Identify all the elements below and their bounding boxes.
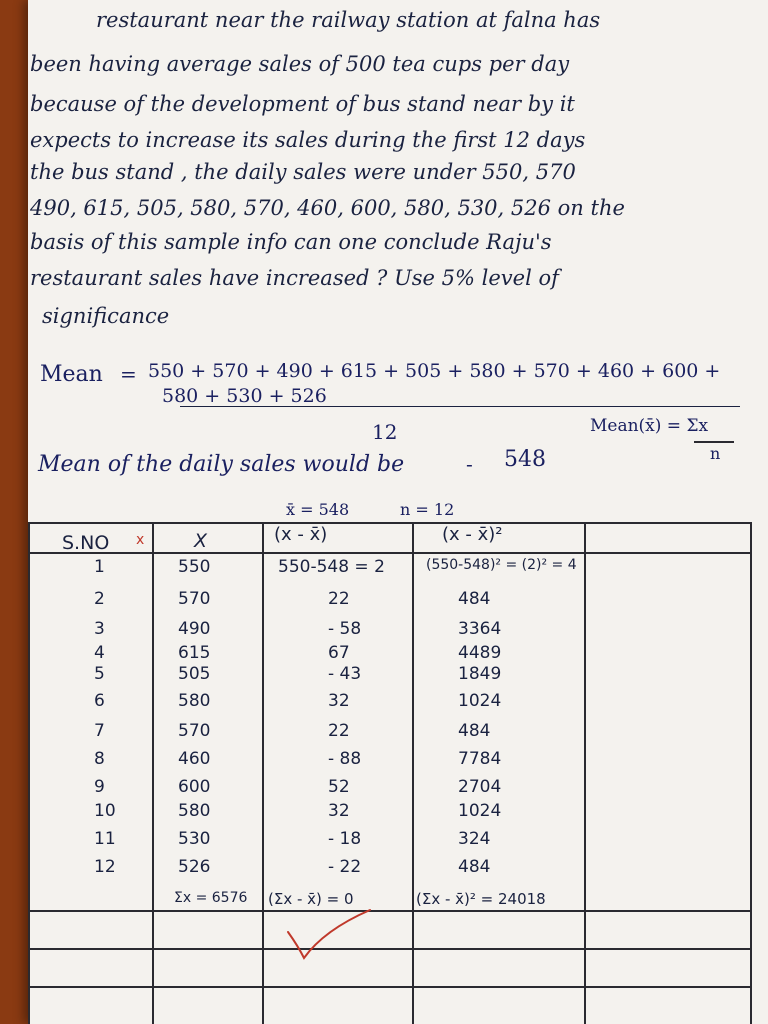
- table-cell-r1-c3: 550-548 = 2: [278, 557, 385, 577]
- table-cell-r1-c4: (550-548)² = (2)² = 4: [426, 557, 577, 573]
- table-cell-r9-c4: 2704: [458, 777, 502, 797]
- table-cell-r10-c2: 580: [178, 801, 211, 821]
- table-cell-r5-c2: 505: [178, 664, 211, 684]
- table-cell-r3-c3: - 58: [328, 619, 362, 639]
- header-deviation: (x - x̄): [274, 524, 328, 545]
- table-cell-r7-c3: 22: [328, 721, 350, 741]
- table-cell-r8-c4: 7784: [458, 749, 502, 769]
- table-cell-r7-c1: 7: [94, 721, 105, 741]
- table-cell-r6-c1: 6: [94, 691, 105, 711]
- table-cell-r11-c1: 11: [94, 829, 116, 849]
- table-cell-r8-c2: 460: [178, 749, 211, 769]
- table-cell-r4-c3: 67: [328, 643, 350, 663]
- total-sum-x: Σx = 6576: [174, 890, 248, 906]
- table-hline-blank-2: [28, 986, 750, 988]
- table-cell-r6-c3: 32: [328, 691, 350, 711]
- mean-label: Mean: [40, 362, 103, 387]
- problem-line-9: significance: [42, 304, 170, 328]
- table-cell-r5-c4: 1849: [458, 664, 502, 684]
- table-cell-r3-c2: 490: [178, 619, 211, 639]
- fraction-bar: [180, 406, 740, 407]
- table-cell-r1-c1: 1: [94, 557, 105, 577]
- problem-line-6: 490, 615, 505, 580, 570, 460, 600, 580, 530, 526 on the: [30, 196, 625, 220]
- table-hline-header: [28, 552, 750, 554]
- table-cell-r12-c1: 12: [94, 857, 116, 877]
- problem-line-3: because of the development of bus stand near by it: [30, 92, 575, 116]
- problem-line-4: expects to increase its sales during the first 12 days: [30, 128, 586, 152]
- table-cell-r9-c2: 600: [178, 777, 211, 797]
- mean-formula-bottom: n: [710, 444, 721, 463]
- table-cell-r5-c3: - 43: [328, 664, 362, 684]
- total-sum-deviation: (Σx - x̄) = 0: [268, 890, 354, 908]
- table-cell-r7-c4: 484: [458, 721, 491, 741]
- mean-equals: =: [120, 362, 137, 386]
- table-cell-r3-c1: 3: [94, 619, 105, 639]
- table-cell-r11-c3: - 18: [328, 829, 362, 849]
- table-cell-r6-c2: 580: [178, 691, 211, 711]
- header-sno: S.NO: [62, 532, 110, 554]
- table-hline-top: [28, 522, 750, 524]
- header-x: X: [194, 530, 208, 552]
- table-cell-r10-c4: 1024: [458, 801, 502, 821]
- table-cell-r2-c4: 484: [458, 589, 491, 609]
- table-cell-r7-c2: 570: [178, 721, 211, 741]
- mean-result-dash: -: [466, 452, 473, 476]
- table-cell-r10-c1: 10: [94, 801, 116, 821]
- problem-line-5: the bus stand , the daily sales were under 550, 570: [30, 160, 576, 184]
- table-cell-r9-c3: 52: [328, 777, 350, 797]
- table-cell-r9-c1: 9: [94, 777, 105, 797]
- mean-result-label: Mean of the daily sales would be: [38, 452, 405, 477]
- table-cell-r4-c4: 4489: [458, 643, 502, 663]
- table-cell-r5-c1: 5: [94, 664, 105, 684]
- table-cell-r3-c4: 3364: [458, 619, 502, 639]
- table-cell-r6-c4: 1024: [458, 691, 502, 711]
- header-strike-mark: x: [136, 532, 145, 548]
- table-cell-r12-c4: 484: [458, 857, 491, 877]
- mean-denominator: 12: [372, 420, 398, 444]
- formula-bar: [694, 441, 734, 443]
- mean-numerator-line-1: 550 + 570 + 490 + 615 + 505 + 580 + 570 + 460 + 600 +: [148, 360, 721, 382]
- n-note: n = 12: [400, 500, 455, 519]
- problem-line-1: restaurant near the railway station at falna has: [96, 8, 601, 32]
- notebook-page: [28, 0, 768, 1024]
- table-vline-5: [750, 522, 752, 1024]
- table-cell-r12-c3: - 22: [328, 857, 362, 877]
- problem-line-7: basis of this sample info can one conclude Raju's: [30, 230, 552, 254]
- table-cell-r4-c2: 615: [178, 643, 211, 663]
- mean-result-value: 548: [504, 447, 546, 472]
- table-cell-r8-c3: - 88: [328, 749, 362, 769]
- table-cell-r2-c2: 570: [178, 589, 211, 609]
- table-hline-totals: [28, 910, 750, 912]
- problem-line-8: restaurant sales have increased ? Use 5% level of: [30, 266, 559, 290]
- table-cell-r1-c2: 550: [178, 557, 211, 577]
- table-cell-r12-c2: 526: [178, 857, 211, 877]
- table-cell-r11-c4: 324: [458, 829, 491, 849]
- mean-formula-top: Mean(x̄) = Σx: [590, 416, 709, 436]
- table-cell-r10-c3: 32: [328, 801, 350, 821]
- table-cell-r2-c1: 2: [94, 589, 105, 609]
- xbar-note: x̄ = 548: [286, 500, 350, 519]
- problem-line-2: been having average sales of 500 tea cups per day: [30, 52, 570, 76]
- table-cell-r11-c2: 530: [178, 829, 211, 849]
- header-deviation-squared: (x - x̄)²: [442, 524, 503, 545]
- table-cell-r4-c1: 4: [94, 643, 105, 663]
- mean-numerator-line-2: 580 + 530 + 526: [162, 385, 327, 407]
- check-mark-icon: [284, 906, 374, 962]
- table-hline-blank-1: [28, 948, 750, 950]
- table-cell-r8-c1: 8: [94, 749, 105, 769]
- total-sum-squared: (Σx - x̄)² = 24018: [416, 890, 546, 908]
- table-cell-r2-c3: 22: [328, 589, 350, 609]
